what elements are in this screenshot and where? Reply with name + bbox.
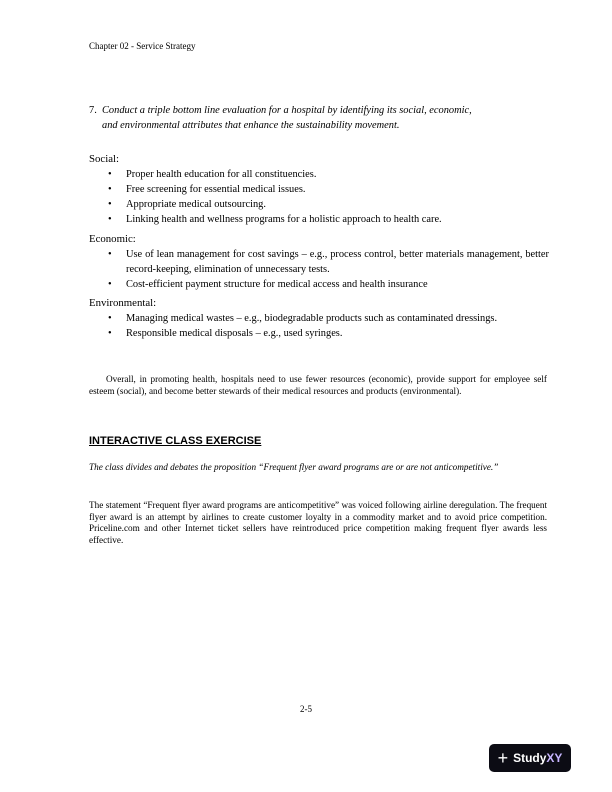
- environmental-heading: Environmental:: [89, 297, 157, 309]
- studyxy-logo: [489, 744, 571, 772]
- logo-study: Study: [513, 751, 547, 765]
- list-item: • Use of lean management for cost savings – e.g., process control, better materials management, better record-keeping, elimination of unnecessary tests.: [89, 247, 549, 277]
- social-heading: Social:: [89, 153, 119, 165]
- logo-xy: XY: [546, 751, 563, 765]
- exercise-paragraph: The statement “Frequent flyer award programs are anticompetitive” was voiced following airline deregulation. The frequent flyer award is an attempt by airlines to create customer loyalty in a commodity market and to avoid price competition. Priceline.com and other Internet ticket sellers have reintroduced price competition making frequent flyer awards less effective.: [89, 500, 547, 545]
- plus-icon: +: [497, 748, 509, 768]
- page-header: Chapter 02 - Service Strategy: [89, 41, 196, 51]
- exercise-title: INTERACTIVE CLASS EXERCISE: [89, 435, 262, 447]
- list-item: • Managing medical wastes – e.g., biodegradable products such as contaminated dressings.: [89, 311, 549, 326]
- page-number: 2-5: [300, 704, 312, 714]
- list-item: • Free screening for essential medical issues.: [89, 182, 549, 197]
- exercise-proposition: The class divides and debates the proposition “Frequent flyer award programs are or are not anticompetitive.”: [89, 462, 499, 472]
- question-number: 7.: [89, 105, 97, 116]
- economic-heading: Economic:: [89, 233, 136, 245]
- list-item: • Appropriate medical outsourcing.: [89, 197, 549, 212]
- overall-paragraph: Overall, in promoting health, hospitals need to use fewer resources (economic), provide support for employee self esteem (social), and become better stewards of their medical resources and products (environmental).: [89, 374, 547, 396]
- list-item: • Responsible medical disposals – e.g., used syringes.: [89, 326, 549, 341]
- question-line-2: and environmental attributes that enhance the sustainability movement.: [102, 120, 400, 131]
- economic-section: [89, 232, 549, 292]
- environmental-section: [89, 296, 549, 341]
- economic-list: [89, 247, 549, 292]
- question-line-1: Conduct a triple bottom line evaluation for a hospital by identifying its social, economic,: [102, 105, 472, 116]
- list-item: • Proper health education for all constituencies.: [89, 167, 549, 182]
- list-item: • Cost-efficient payment structure for medical access and health insurance: [89, 277, 549, 292]
- list-item: • Linking health and wellness programs for a holistic approach to health care.: [89, 212, 549, 227]
- social-list: [89, 167, 549, 227]
- environmental-list: [89, 311, 549, 341]
- social-section: [89, 152, 549, 227]
- question-7: [89, 103, 547, 133]
